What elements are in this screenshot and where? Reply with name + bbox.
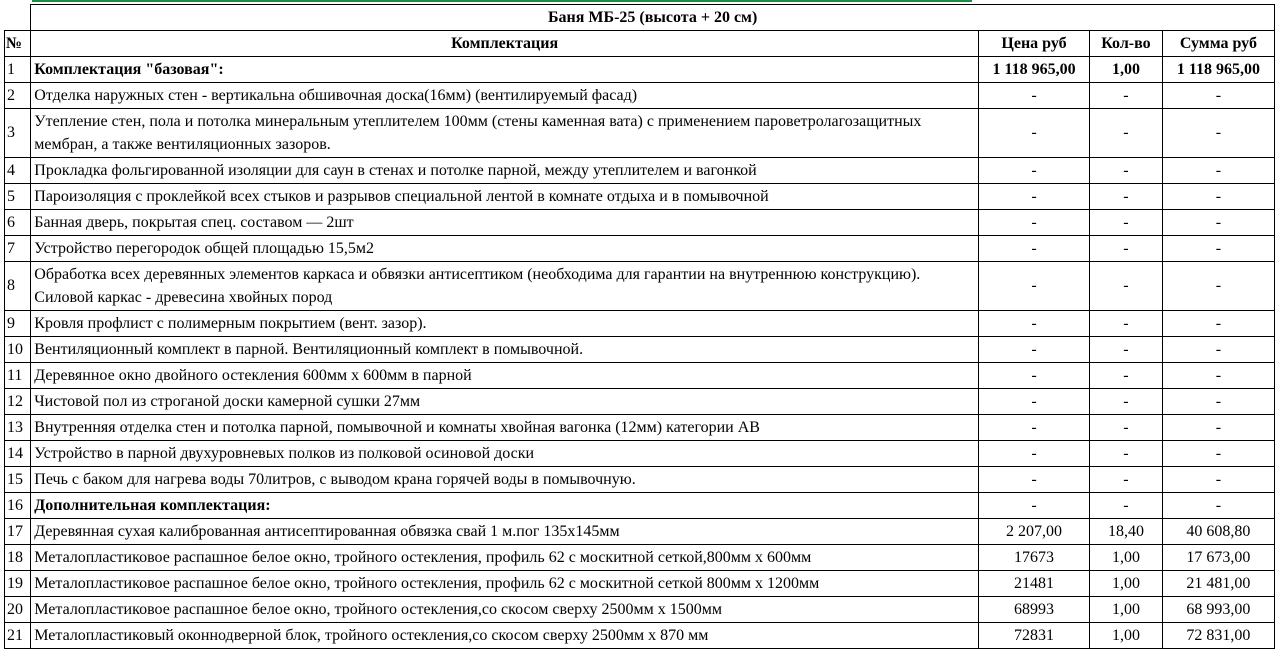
row-qty[interactable]: 18,40 [1090, 519, 1163, 545]
row-qty[interactable]: - [1090, 236, 1163, 262]
row-price[interactable]: 2 207,00 [978, 519, 1089, 545]
row-price[interactable]: - [978, 158, 1089, 184]
header-qty[interactable]: Кол-во [1090, 31, 1163, 57]
row-sum[interactable]: 1 118 965,00 [1162, 57, 1274, 83]
row-sum[interactable]: - [1162, 210, 1274, 236]
row-item-name[interactable]: Кровля профлист с полимерным покрытием (вент. зазор). [31, 311, 979, 337]
row-sum[interactable]: - [1162, 236, 1274, 262]
table-body [5, 57, 1275, 649]
table-row [5, 597, 1275, 623]
table-row [5, 363, 1275, 389]
row-sum[interactable]: - [1162, 262, 1274, 311]
table-row [5, 571, 1275, 597]
table-row [5, 415, 1275, 441]
row-qty[interactable]: - [1090, 415, 1163, 441]
table-row [5, 337, 1275, 363]
row-sum[interactable]: - [1162, 363, 1274, 389]
row-qty[interactable]: 1,00 [1090, 571, 1163, 597]
row-item-name[interactable]: Устройство в парной двухуровневых полков из полковой осиновой доски [31, 441, 979, 467]
table-row [5, 389, 1275, 415]
row-number[interactable]: 16 [5, 493, 31, 519]
row-price[interactable]: 17673 [978, 545, 1089, 571]
row-item-name[interactable]: Пароизоляция с проклейкой всех стыков и разрывов специальной лентой в комнате отдыха и в помывочной [31, 184, 979, 210]
header-name[interactable]: Комплектация [31, 31, 979, 57]
row-number[interactable]: 5 [5, 184, 31, 210]
table-row [5, 311, 1275, 337]
row-number[interactable]: 7 [5, 236, 31, 262]
row-sum[interactable]: 17 673,00 [1162, 545, 1274, 571]
row-number[interactable]: 15 [5, 467, 31, 493]
blank-cell [5, 5, 31, 31]
row-qty[interactable]: - [1090, 83, 1163, 109]
table-row [5, 519, 1275, 545]
table-row [5, 493, 1275, 519]
row-qty[interactable]: - [1090, 389, 1163, 415]
row-sum[interactable]: 40 608,80 [1162, 519, 1274, 545]
table-row [5, 262, 1275, 311]
row-item-name[interactable]: Печь с баком для нагрева воды 70литров, с выводом крана горячей воды в помывочную. [31, 467, 979, 493]
table-row [5, 545, 1275, 571]
row-number[interactable]: 11 [5, 363, 31, 389]
row-sum[interactable]: - [1162, 389, 1274, 415]
row-price[interactable]: - [978, 337, 1089, 363]
row-number[interactable]: 13 [5, 415, 31, 441]
row-number[interactable]: 18 [5, 545, 31, 571]
row-price[interactable]: - [978, 236, 1089, 262]
row-item-name[interactable]: Чистовой пол из строганой доски камерной сушки 27мм [31, 389, 979, 415]
row-number[interactable]: 2 [5, 83, 31, 109]
row-qty[interactable]: - [1090, 467, 1163, 493]
table-row [5, 623, 1275, 649]
row-qty[interactable]: - [1090, 363, 1163, 389]
row-item-name[interactable]: Деревянное окно двойного остекления 600мм х 600мм в парной [31, 363, 979, 389]
row-qty[interactable]: - [1090, 493, 1163, 519]
row-price[interactable]: 72831 [978, 623, 1089, 649]
header-row [5, 31, 1275, 57]
row-qty[interactable]: - [1090, 184, 1163, 210]
table-row [5, 83, 1275, 109]
row-number[interactable]: 19 [5, 571, 31, 597]
table-title[interactable]: Баня МБ-25 (высота + 20 см) [31, 5, 1275, 31]
row-price[interactable]: - [978, 415, 1089, 441]
row-sum[interactable]: - [1162, 184, 1274, 210]
row-item-name[interactable]: Дополнительная комплектация: [31, 493, 979, 519]
table-row [5, 184, 1275, 210]
row-sum[interactable]: - [1162, 467, 1274, 493]
row-item-name[interactable]: Комплектация "базовая": [31, 57, 979, 83]
table-row [5, 441, 1275, 467]
row-number[interactable]: 21 [5, 623, 31, 649]
row-number[interactable]: 9 [5, 311, 31, 337]
row-price[interactable]: - [978, 493, 1089, 519]
row-qty[interactable]: 1,00 [1090, 597, 1163, 623]
row-qty[interactable]: - [1090, 311, 1163, 337]
row-sum[interactable]: - [1162, 311, 1274, 337]
row-qty[interactable]: - [1090, 441, 1163, 467]
header-num[interactable]: № [5, 31, 31, 57]
row-number[interactable]: 17 [5, 519, 31, 545]
row-price[interactable]: - [978, 184, 1089, 210]
row-price[interactable]: 21481 [978, 571, 1089, 597]
row-qty[interactable]: - [1090, 109, 1163, 158]
row-number[interactable]: 12 [5, 389, 31, 415]
row-item-name[interactable]: Прокладка фольгированной изоляции для саун в стенах и потолке парной, между утеплителем и вагонкой [31, 158, 979, 184]
row-item-name[interactable]: Внутренняя отделка стен и потолка парной, помывочной и комнаты хвойная вагонка (12мм) категории АВ [31, 415, 979, 441]
row-price[interactable]: - [978, 363, 1089, 389]
row-qty[interactable]: 1,00 [1090, 57, 1163, 83]
row-item-name[interactable]: Деревянная сухая калиброванная антисептированная обвязка свай 1 м.пог 135х145мм [31, 519, 979, 545]
row-qty[interactable]: - [1090, 337, 1163, 363]
row-sum[interactable]: - [1162, 415, 1274, 441]
row-number[interactable]: 14 [5, 441, 31, 467]
row-qty[interactable]: - [1090, 210, 1163, 236]
row-number[interactable]: 1 [5, 57, 31, 83]
row-item-name[interactable]: Устройство перегородок общей площадью 15,5м2 [31, 236, 979, 262]
row-price[interactable]: 1 118 965,00 [978, 57, 1089, 83]
row-number[interactable]: 8 [5, 262, 31, 311]
row-price[interactable]: 68993 [978, 597, 1089, 623]
row-item-name[interactable]: Вентиляционный комплект в парной. Вентиляционный комплект в помывочной. [31, 337, 979, 363]
row-price[interactable]: - [978, 210, 1089, 236]
row-sum[interactable]: - [1162, 441, 1274, 467]
header-sum[interactable]: Сумма руб [1162, 31, 1274, 57]
row-item-name[interactable]: Обработка всех деревянных элементов каркаса и обвязки антисептиком (необходима для гарантии на внутреннюю конструкцию). Силовой каркас - древесина хвойных пород [31, 262, 979, 311]
row-number[interactable]: 4 [5, 158, 31, 184]
row-price[interactable]: - [978, 441, 1089, 467]
header-price[interactable]: Цена руб [978, 31, 1089, 57]
row-item-name[interactable]: Отделка наружных стен - вертикальна обшивочная доска(16мм) (вентилируемый фасад) [31, 83, 979, 109]
row-sum[interactable]: - [1162, 109, 1274, 158]
price-table [4, 4, 1275, 649]
row-sum[interactable]: - [1162, 158, 1274, 184]
row-number[interactable]: 10 [5, 337, 31, 363]
table-row [5, 210, 1275, 236]
row-price[interactable]: - [978, 467, 1089, 493]
row-sum[interactable]: - [1162, 493, 1274, 519]
row-item-name[interactable]: Металопластиковое распашное белое окно, тройного остекления, профиль 62 с москитной сеткой 800мм х 1200мм [31, 571, 979, 597]
row-item-name[interactable]: Металопластиковый оконнодверной блок, тройного остекления,со скосом сверху 2500мм х 870 мм [31, 623, 979, 649]
row-price[interactable]: - [978, 389, 1089, 415]
row-item-name[interactable]: Утепление стен, пола и потолка минеральным утеплителем 100мм (стены каменная вата) с применением пароветролагозащитных мембран, а также вентиляционных зазоров. [31, 109, 979, 158]
table-row [5, 109, 1275, 158]
selection-border [32, 0, 972, 2]
row-item-name[interactable]: Металопластиковое распашное белое окно, тройного остекления, профиль 62 с москитной сеткой,800мм х 600мм [31, 545, 979, 571]
row-price[interactable]: - [978, 262, 1089, 311]
title-row [5, 5, 1275, 31]
row-number[interactable]: 6 [5, 210, 31, 236]
row-price[interactable]: - [978, 83, 1089, 109]
row-sum[interactable]: 21 481,00 [1162, 571, 1274, 597]
table-row [5, 158, 1275, 184]
row-qty[interactable]: 1,00 [1090, 623, 1163, 649]
row-qty[interactable]: 1,00 [1090, 545, 1163, 571]
row-sum[interactable]: - [1162, 337, 1274, 363]
row-item-name[interactable]: Банная дверь, покрытая спец. составом — 2шт [31, 210, 979, 236]
row-item-name[interactable]: Металопластиковое распашное белое окно, тройного остекления,со скосом сверху 2500мм х 1500мм [31, 597, 979, 623]
row-number[interactable]: 3 [5, 109, 31, 158]
row-sum[interactable]: 68 993,00 [1162, 597, 1274, 623]
row-qty[interactable]: - [1090, 158, 1163, 184]
row-price[interactable]: - [978, 109, 1089, 158]
table-row [5, 57, 1275, 83]
row-price[interactable]: - [978, 311, 1089, 337]
row-number[interactable]: 20 [5, 597, 31, 623]
table-row [5, 236, 1275, 262]
row-sum[interactable]: 72 831,00 [1162, 623, 1274, 649]
table-row [5, 467, 1275, 493]
row-sum[interactable]: - [1162, 83, 1274, 109]
row-qty[interactable]: - [1090, 262, 1163, 311]
